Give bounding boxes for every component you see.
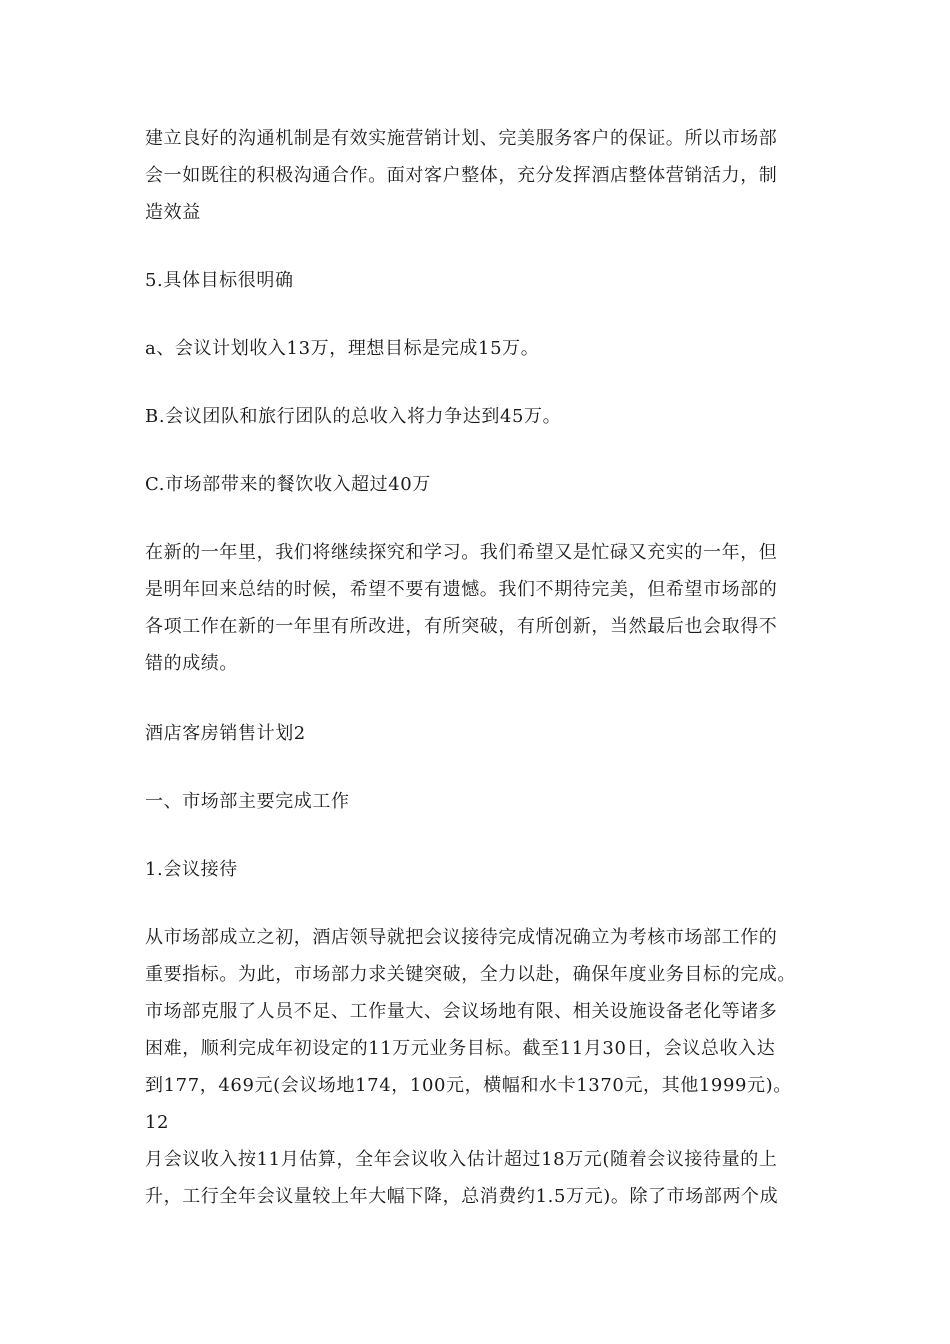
- text-line: 升，工行全年会议量较上年大幅下降，总消费约1.5万元)。除了市场部两个成: [145, 1186, 779, 1207]
- text-line: 到177，469元(会议场地174，100元，横幅和水卡1370元，其他1999元)。12: [145, 1075, 792, 1133]
- paragraph-communication: [145, 120, 805, 231]
- goal-item: C.市场部带来的餐饮收入超过40万: [145, 474, 431, 495]
- subsection-heading: 1.会议接待: [145, 859, 238, 880]
- text-line: 造效益: [145, 202, 201, 223]
- goal-item: a、会议计划收入13万，理想目标是完成15万。: [145, 338, 540, 359]
- text-line: 困难，顺利完成年初设定的11万元业务目标。截至11月30日，会议总收入达: [145, 1038, 776, 1059]
- text-line: 会一如既往的积极沟通合作。面对客户整体，充分发挥酒店整体营销活力，制: [145, 165, 778, 186]
- section-heading: 5.具体目标很明确: [145, 270, 294, 291]
- text-line: 市场部克服了人员不足、工作量大、会议场地有限、相关设施设备老化等诸多: [145, 1001, 778, 1022]
- paragraph-outlook: [145, 534, 805, 682]
- text-line: 是明年回来总结的时候，希望不要有遗憾。我们不期待完美，但希望市场部的: [145, 579, 778, 600]
- text-line: 重要指标。为此，市场部力求关键突破，全力以赴，确保年度业务目标的完成。: [145, 964, 796, 985]
- goal-item: B.会议团队和旅行团队的总收入将力争达到45万。: [145, 406, 562, 427]
- text-line: 各项工作在新的一年里有所改进，有所突破，有所创新，当然最后也会取得不: [145, 616, 778, 637]
- text-line: 建立良好的沟通机制是有效实施营销计划、完美服务客户的保证。所以市场部: [145, 128, 778, 149]
- paragraph-meeting-reception: [145, 919, 805, 1215]
- text-line: 在新的一年里，我们将继续探究和学习。我们希望又是忙碌又充实的一年，但: [145, 542, 778, 563]
- document-body: [145, 120, 805, 1215]
- text-line: 错的成绩。: [145, 653, 238, 674]
- text-line: 从市场部成立之初，酒店领导就把会议接待完成情况确立为考核市场部工作的: [145, 927, 778, 948]
- document-title: 酒店客房销售计划2: [145, 723, 306, 744]
- section-heading: 一、市场部主要完成工作: [145, 791, 350, 812]
- text-line: 月会议收入按11月估算，全年会议收入估计超过18万元(随着会议接待量的上: [145, 1149, 778, 1170]
